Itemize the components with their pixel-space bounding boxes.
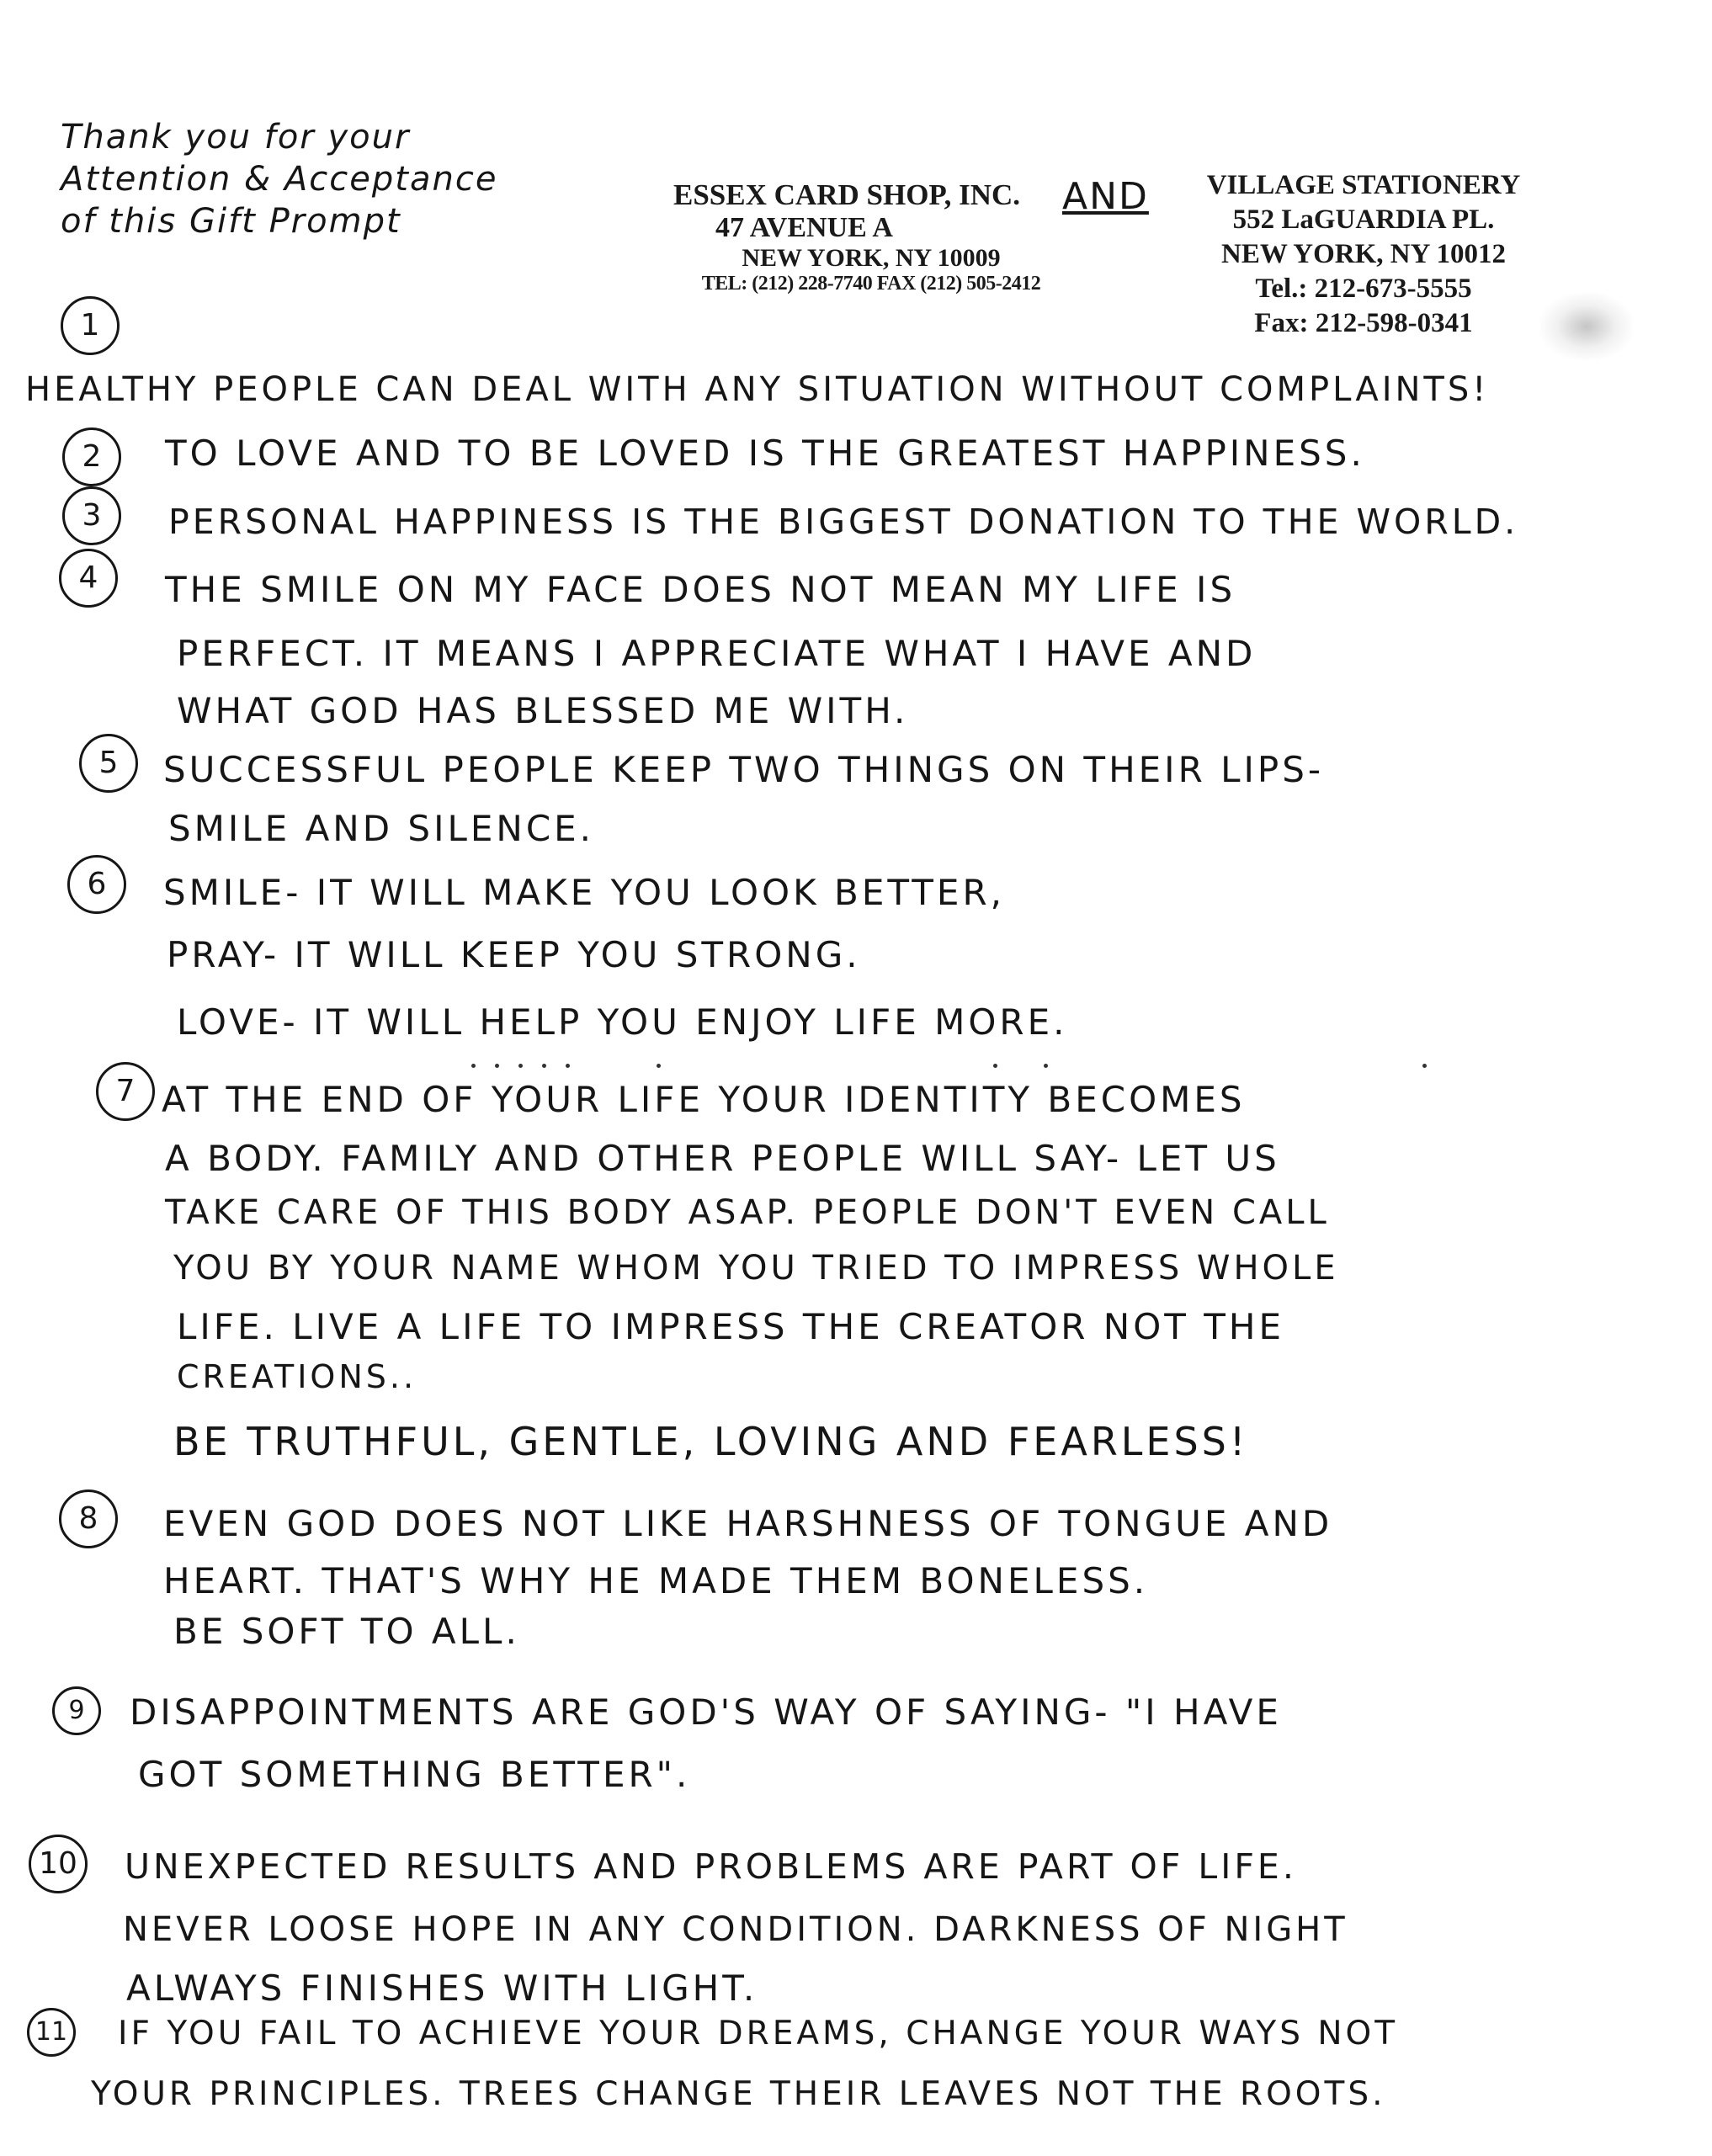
item-number-4: 4 (59, 549, 118, 608)
item-text: HEALTHY PEOPLE CAN DEAL WITH ANY SITUATION WITHOUT COMPLAINTS! (25, 370, 1490, 409)
ink-dots (455, 1059, 1456, 1075)
item-line: TO LOVE AND TO BE LOVED IS THE GREATEST HAPPINESS. (165, 433, 1365, 474)
item-line: GOT SOMETHING BETTER". (138, 1754, 691, 1795)
thank-you-note (61, 116, 675, 242)
item-line: TAKE CARE OF THIS BODY ASAP. PEOPLE DON'T EVEN CALL (165, 1193, 1330, 1232)
item-line: CREATIONS.. (177, 1358, 417, 1395)
shop-address: 47 AVENUE A (715, 212, 893, 243)
ink-smudge (1540, 293, 1633, 360)
essex-card-shop-stamp (673, 178, 1069, 295)
item-number-8: 8 (59, 1490, 118, 1548)
shop-fax: Fax: 212-598-0341 (1254, 308, 1473, 338)
item-line: YOU BY YOUR NAME WHOM YOU TRIED TO IMPRESS WHOLE (173, 1249, 1339, 1288)
shop-tel: Tel.: 212-673-5555 (1255, 273, 1472, 304)
item-line: AT THE END OF YOUR LIFE YOUR IDENTITY BECOMES (162, 1079, 1246, 1120)
item-line: SUCCESSFUL PEOPLE KEEP TWO THINGS ON THEIR LIPS- (163, 749, 1325, 790)
shop-name: ESSEX CARD SHOP, INC. (673, 178, 1021, 211)
item-number-3: 3 (62, 486, 121, 545)
note-line: of this Gift Prompt (61, 202, 401, 241)
item-line: YOUR PRINCIPLES. TREES CHANGE THEIR LEAVES NOT THE ROOTS. (91, 2075, 1386, 2113)
item-line: THE SMILE ON MY FACE DOES NOT MEAN MY LIFE IS (165, 569, 1236, 610)
item-line: DISAPPOINTMENTS ARE GOD'S WAY OF SAYING- "I HAVE (130, 1691, 1282, 1733)
item-line: LIFE. LIVE A LIFE TO IMPRESS THE CREATOR NOT THE (177, 1306, 1285, 1347)
item-line: BE SOFT TO ALL. (173, 1611, 520, 1652)
item-line (25, 370, 1489, 409)
item-line: LOVE- IT WILL HELP YOU ENJOY LIFE MORE. (177, 1001, 1068, 1043)
and-word: AND (1062, 175, 1149, 218)
item-number-7: 7 (96, 1062, 155, 1121)
item-number-9: 9 (52, 1686, 101, 1735)
item-number-5: 5 (79, 734, 138, 793)
shop-name: VILLAGE STATIONERY (1206, 170, 1521, 200)
item-line: PRAY- IT WILL KEEP YOU STRONG. (167, 934, 861, 975)
item-number-10: 10 (29, 1835, 88, 1893)
item-line: PERFECT. IT MEANS I APPRECIATE WHAT I HAVE AND (177, 633, 1257, 674)
village-stationery-stamp (1178, 168, 1549, 341)
note-line: Thank you for your (61, 118, 411, 157)
item-line: UNEXPECTED RESULTS AND PROBLEMS ARE PART OF LIFE. (125, 1846, 1297, 1887)
shop-address: 552 LaGUARDIA PL. (1232, 204, 1495, 235)
item-number-2: 2 (62, 427, 121, 486)
item-number-6: 6 (67, 855, 126, 914)
item-line: A BODY. FAMILY AND OTHER PEOPLE WILL SAY- LET US (165, 1138, 1280, 1179)
item-line: NEVER LOOSE HOPE IN ANY CONDITION. DARKNESS OF NIGHT (123, 1910, 1348, 1949)
item-line: EVEN GOD DOES NOT LIKE HARSHNESS OF TONGUE AND (163, 1503, 1333, 1544)
note-line: Attention & Acceptance (61, 160, 498, 199)
item-number-1: 1 (61, 296, 120, 355)
item-line: SMILE AND SILENCE. (168, 808, 595, 849)
item-line: ALWAYS FINISHES WITH LIGHT. (126, 1967, 758, 2009)
item-number-11: 11 (27, 2008, 76, 2057)
item-line: IF YOU FAIL TO ACHIEVE YOUR DREAMS, CHANGE YOUR WAYS NOT (118, 2015, 1399, 2052)
shop-city: NEW YORK, NY 10012 (1221, 239, 1506, 269)
item-line: PERSONAL HAPPINESS IS THE BIGGEST DONATION TO THE WORLD. (168, 502, 1519, 542)
item-line: HEART. THAT'S WHY HE MADE THEM BONELESS. (163, 1560, 1149, 1601)
item-line: BE TRUTHFUL, GENTLE, LOVING AND FEARLESS! (173, 1419, 1249, 1464)
shop-city: NEW YORK, NY 10009 (742, 244, 1001, 272)
shop-phone: TEL: (212) 228-7740 FAX (212) 505-2412 (701, 273, 1041, 295)
item-line: WHAT GOD HAS BLESSED ME WITH. (177, 690, 909, 731)
item-line: SMILE- IT WILL MAKE YOU LOOK BETTER, (163, 872, 1005, 913)
